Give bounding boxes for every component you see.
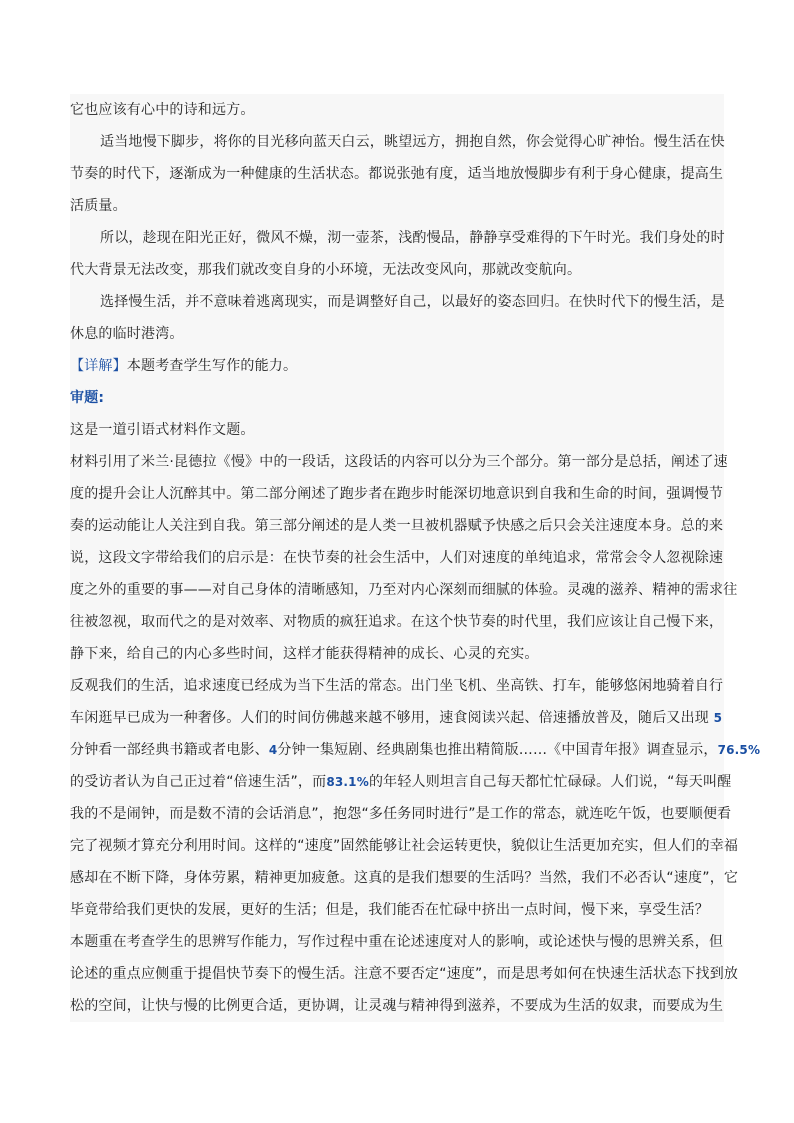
essay-line-8: 休息的临时港湾。 <box>70 326 184 342</box>
number-5: 5 <box>713 711 723 725</box>
review-p3-line: 松的空间，让快与慢的比例更合适，更协调，让灵魂与精神得到滋养，不要成为生活的奴隶，而要成为生 <box>70 998 724 1014</box>
detail-line <box>70 350 724 382</box>
review-p2-line-5: 我的不是闹钟，而是数不清的会话消息”，抱怨“多任务同时进行”是工作的常态，就连吃午饭，也要顺便看 <box>70 806 732 822</box>
review-p2-line-7: 感却在不断下降，身体劳累，精神更加疲惫。这真的是我们想要的生活吗？当然，我们不必否认“速度”，它 <box>70 870 739 886</box>
review-p2-line-4-text-a: 的受访者认为自己正过着“倍速生活”，而 <box>70 774 327 790</box>
detail-text: 本题考查学生写作的能力。 <box>126 358 298 374</box>
review-p1-line: 度的提升会让人沉醉其中。第二部分阐述了跑步者在跑步时能深切地意识到自我和生命的时间，强调慢节 <box>70 486 724 502</box>
document-page <box>70 94 761 1022</box>
percent-76-5: 76.5% <box>717 743 761 757</box>
essay-line-1: 它也应该有心中的诗和远方。 <box>70 102 255 118</box>
review-p3-line: 本题重在考查学生的思辨写作能力，写作过程中重在论述速度对人的影响，或论述快与慢的思辨关系，但 <box>70 934 724 950</box>
review-p2-line-6: 完了视频才算充分利用时间。这样的“速度”固然能够让社会运转更快，貌似让生活更加充实，但人们的幸福 <box>70 838 739 854</box>
review-p2-line-2 <box>70 702 724 734</box>
review-p3-line: 论述的重点应侧重于提倡快节奏下的慢生活。注意不要否定“速度”，而是思考如何在快速生活状态下找到放 <box>70 966 739 982</box>
review-p1-line: 奏的运动能让人关注到自我。第三部分阐述的是人类一旦被机器赋予快感之后只会关注速度本身。总的来 <box>70 518 724 534</box>
review-p1-line: 材料引用了米兰·昆德拉《慢》中的一段话，这段话的内容可以分为三个部分。第一部分是总括，阐述了速 <box>70 454 728 470</box>
number-4: 4 <box>268 743 278 757</box>
essay-line-7: 选择慢生活，并不意味着逃离现实，而是调整好自己，以最好的姿态回归。在快时代下的慢生活，是 <box>100 294 725 310</box>
review-intro: 这是一道引语式材料作文题。 <box>70 422 255 438</box>
review-p2-line-2-text: 车闲逛早已成为一种奢侈。人们的时间仿佛越来越不够用，速食阅读兴起、倍速播放普及，随后又出现 <box>70 710 709 726</box>
review-p2-line-3-text-a: 分钟看一部经典书籍或者电影、 <box>70 742 269 758</box>
review-p1-line: 度之外的重要的事——对自己身体的清晰感知，乃至对内心深刻而细腻的体验。灵魂的滋养、精神的需求往 <box>70 582 738 598</box>
essay-line-6: 代大背景无法改变，那我们就改变自身的小环境，无法改变风向，那就改变航向。 <box>70 262 582 278</box>
essay-line-5: 所以，趁现在阳光正好，微风不燥，沏一壶茶，浅酌慢品，静静享受难得的下午时光。我们身处的时 <box>100 230 725 246</box>
essay-line-2: 适当地慢下脚步，将你的目光移向蓝天白云，眺望远方，拥抱自然，你会觉得心旷神怡。慢生活在快 <box>100 134 725 150</box>
review-p1-line: 说，这段文字带给我们的启示是：在快节奏的社会生活中，人们对速度的单纯追求，常常会令人忽视除速 <box>70 550 724 566</box>
review-p2-line-1: 反观我们的生活，追求速度已经成为当下生活的常态。出门坐飞机、坐高铁、打车，能够悠闲地骑着自行 <box>70 678 724 694</box>
review-p2-line-4 <box>70 766 732 798</box>
detail-tag: 【详解】 <box>70 358 127 374</box>
review-p2-line-3 <box>70 734 761 766</box>
review-p2-line-3-text-b: 分钟一集短剧、经典剧集也推出精简版……《中国青年报》调查显示， <box>277 742 718 758</box>
review-p1-line: 往被忽视，取而代之的是对效率、对物质的疯狂追求。在这个快节奏的时代里，我们应该让自己慢下来， <box>70 614 724 630</box>
essay-line-4: 活质量。 <box>70 198 127 214</box>
review-heading: 审题: <box>70 390 105 406</box>
review-p2-line-8: 毕竟带给我们更快的发展，更好的生活；但是，我们能否在忙碌中挤出一点时间，慢下来，享受生活？ <box>70 902 709 918</box>
review-p1-line: 静下来，给自己的内心多些时间，这样才能获得精神的成长、心灵的充实。 <box>70 646 539 662</box>
percent-83-1: 83.1% <box>326 775 369 789</box>
essay-line-3: 节奏的时代下，逐渐成为一种健康的生活状态。都说张弛有度，适当地放慢脚步有利于身心健康，提高生 <box>70 166 724 182</box>
review-p2-line-4-text-b: 的年轻人则坦言自己每天都忙忙碌碌。人们说，“每天叫醒 <box>368 774 732 790</box>
